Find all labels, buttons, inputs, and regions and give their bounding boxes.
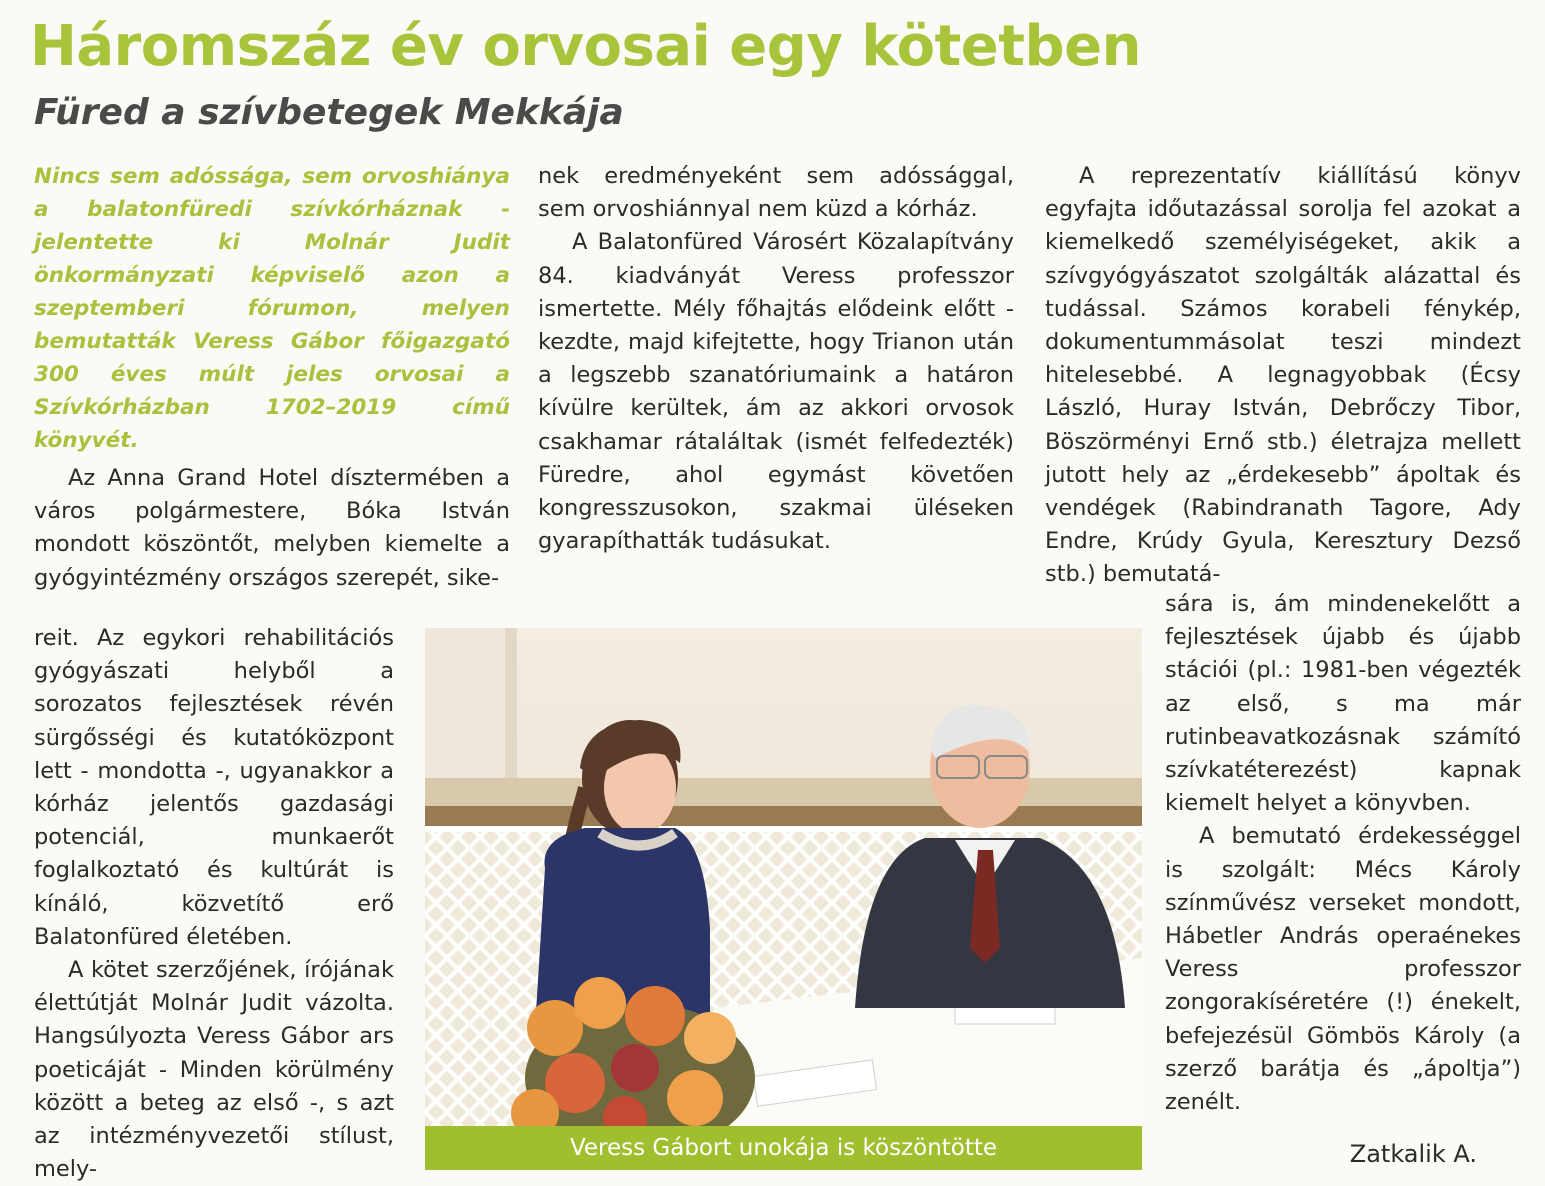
paragraph: reit. Az egykori rehabilitációs gyógyászati helyből a sorozatos fejlesztések révén sürgősségi és kutatóközpont lett - mondotta -, ugyanakkor a kórház jelentős gazdasági potenciál, munkaerőt foglalkoztató és kultúrát is kínáló, közvetítő erő Balatonfüred életében. [34, 625, 394, 950]
photo-illustration [425, 628, 1142, 1126]
article-lead: Nincs sem adóssága, sem orvoshiánya a balatonfüredi szívkórháznak - jelentette ki Molnár Judit önkormányzati képviselő azon a szeptemberi fórumon, melyen bemutatták Veress Gábor főigazgató 300 éves múlt jeles orvosai a Szívkórházban 1702–2019 című könyvét. [34, 164, 510, 453]
paragraph: sára is, ám mindenekelőtt a fejlesztések újabb és újabb stációi (pl.: 1981-ben végezték az első, s ma már rutinbeavatkozásnak számító szívkatéterezést) kapnak kiemelt helyet a könyvben. [1165, 591, 1521, 817]
column-2 [538, 160, 1014, 558]
paragraph: A Balatonfüred Városért Közalapítvány 84. kiadványát Veress professzor ismertette. Mély főhajtás elődeink előtt - kezdte, majd kifejtette, hogy Trianon után a legszebb szanatóriumaink a határon kívülre kerültek, ám az akkori orvosok csakhamar rátaláltak (ismét felfedezték) Füredre, ahol egymást követően kongresszusokon, szakmai üléseken gyarapíthatták tudásukat. [538, 229, 1014, 555]
article-title: Háromszáz év orvosai egy kötetben [30, 14, 1141, 79]
author-signature: Zatkalik A. [1349, 1140, 1477, 1168]
paragraph: nek eredményeként sem adóssággal, sem orvoshiánnyal nem küzd a kórház. [538, 163, 1014, 223]
photo-caption: Veress Gábort unokája is köszöntötte [425, 1126, 1142, 1170]
column-1-bottom [34, 622, 394, 1186]
article-photo [425, 628, 1142, 1170]
paragraph: Az Anna Grand Hotel dísztermében a város polgármestere, Bóka István mondott köszöntőt, melyben kiemelte a gyógyintézmény országos szerepét, sike- [34, 465, 510, 591]
paragraph: A kötet szerzőjének, írójának élettútját Molnár Judit vázolta. Hangsúlyozta Veress Gábor ars poeticáját - Minden körülmény között a beteg az első -, s azt az intézményvezetői stílust, mely- [34, 957, 394, 1183]
column-3-top [1045, 160, 1521, 592]
column-3-bottom [1165, 588, 1521, 1119]
column-1-top [34, 462, 510, 595]
paragraph: A reprezentatív kiállítású könyv egyfajta időutazással sorolja fel azokat a kiemelkedő személyiségeket, akik a szívgyógyászatot szolgálták alázattal és tudással. Számos korabeli fénykép, dokumentummásolat teszi mindezt hitelesebbé. A legnagyobbak (Écsy László, Huray István, Debrőczy Tibor, Böszörményi Ernő stb.) életrajza mellett jutott hely az „érdekesebb” ápoltak és vendégek (Rabindranath Tagore, Ady Endre, Krúdy Gyula, Keresztury Dezső stb.) bemutatá- [1045, 163, 1521, 588]
paragraph: A bemutató érdekességgel is szolgált: Mécs Károly színművész verseket mondott, Hábetler András operaénekes Veress professzor zongorakíséretére (!) énekelt, befejezésül Gömbös Károly (a szerző barátja és „ápoltja”) zenélt. [1165, 823, 1521, 1116]
article-subtitle: Füred a szívbetegek Mekkája [34, 92, 624, 133]
